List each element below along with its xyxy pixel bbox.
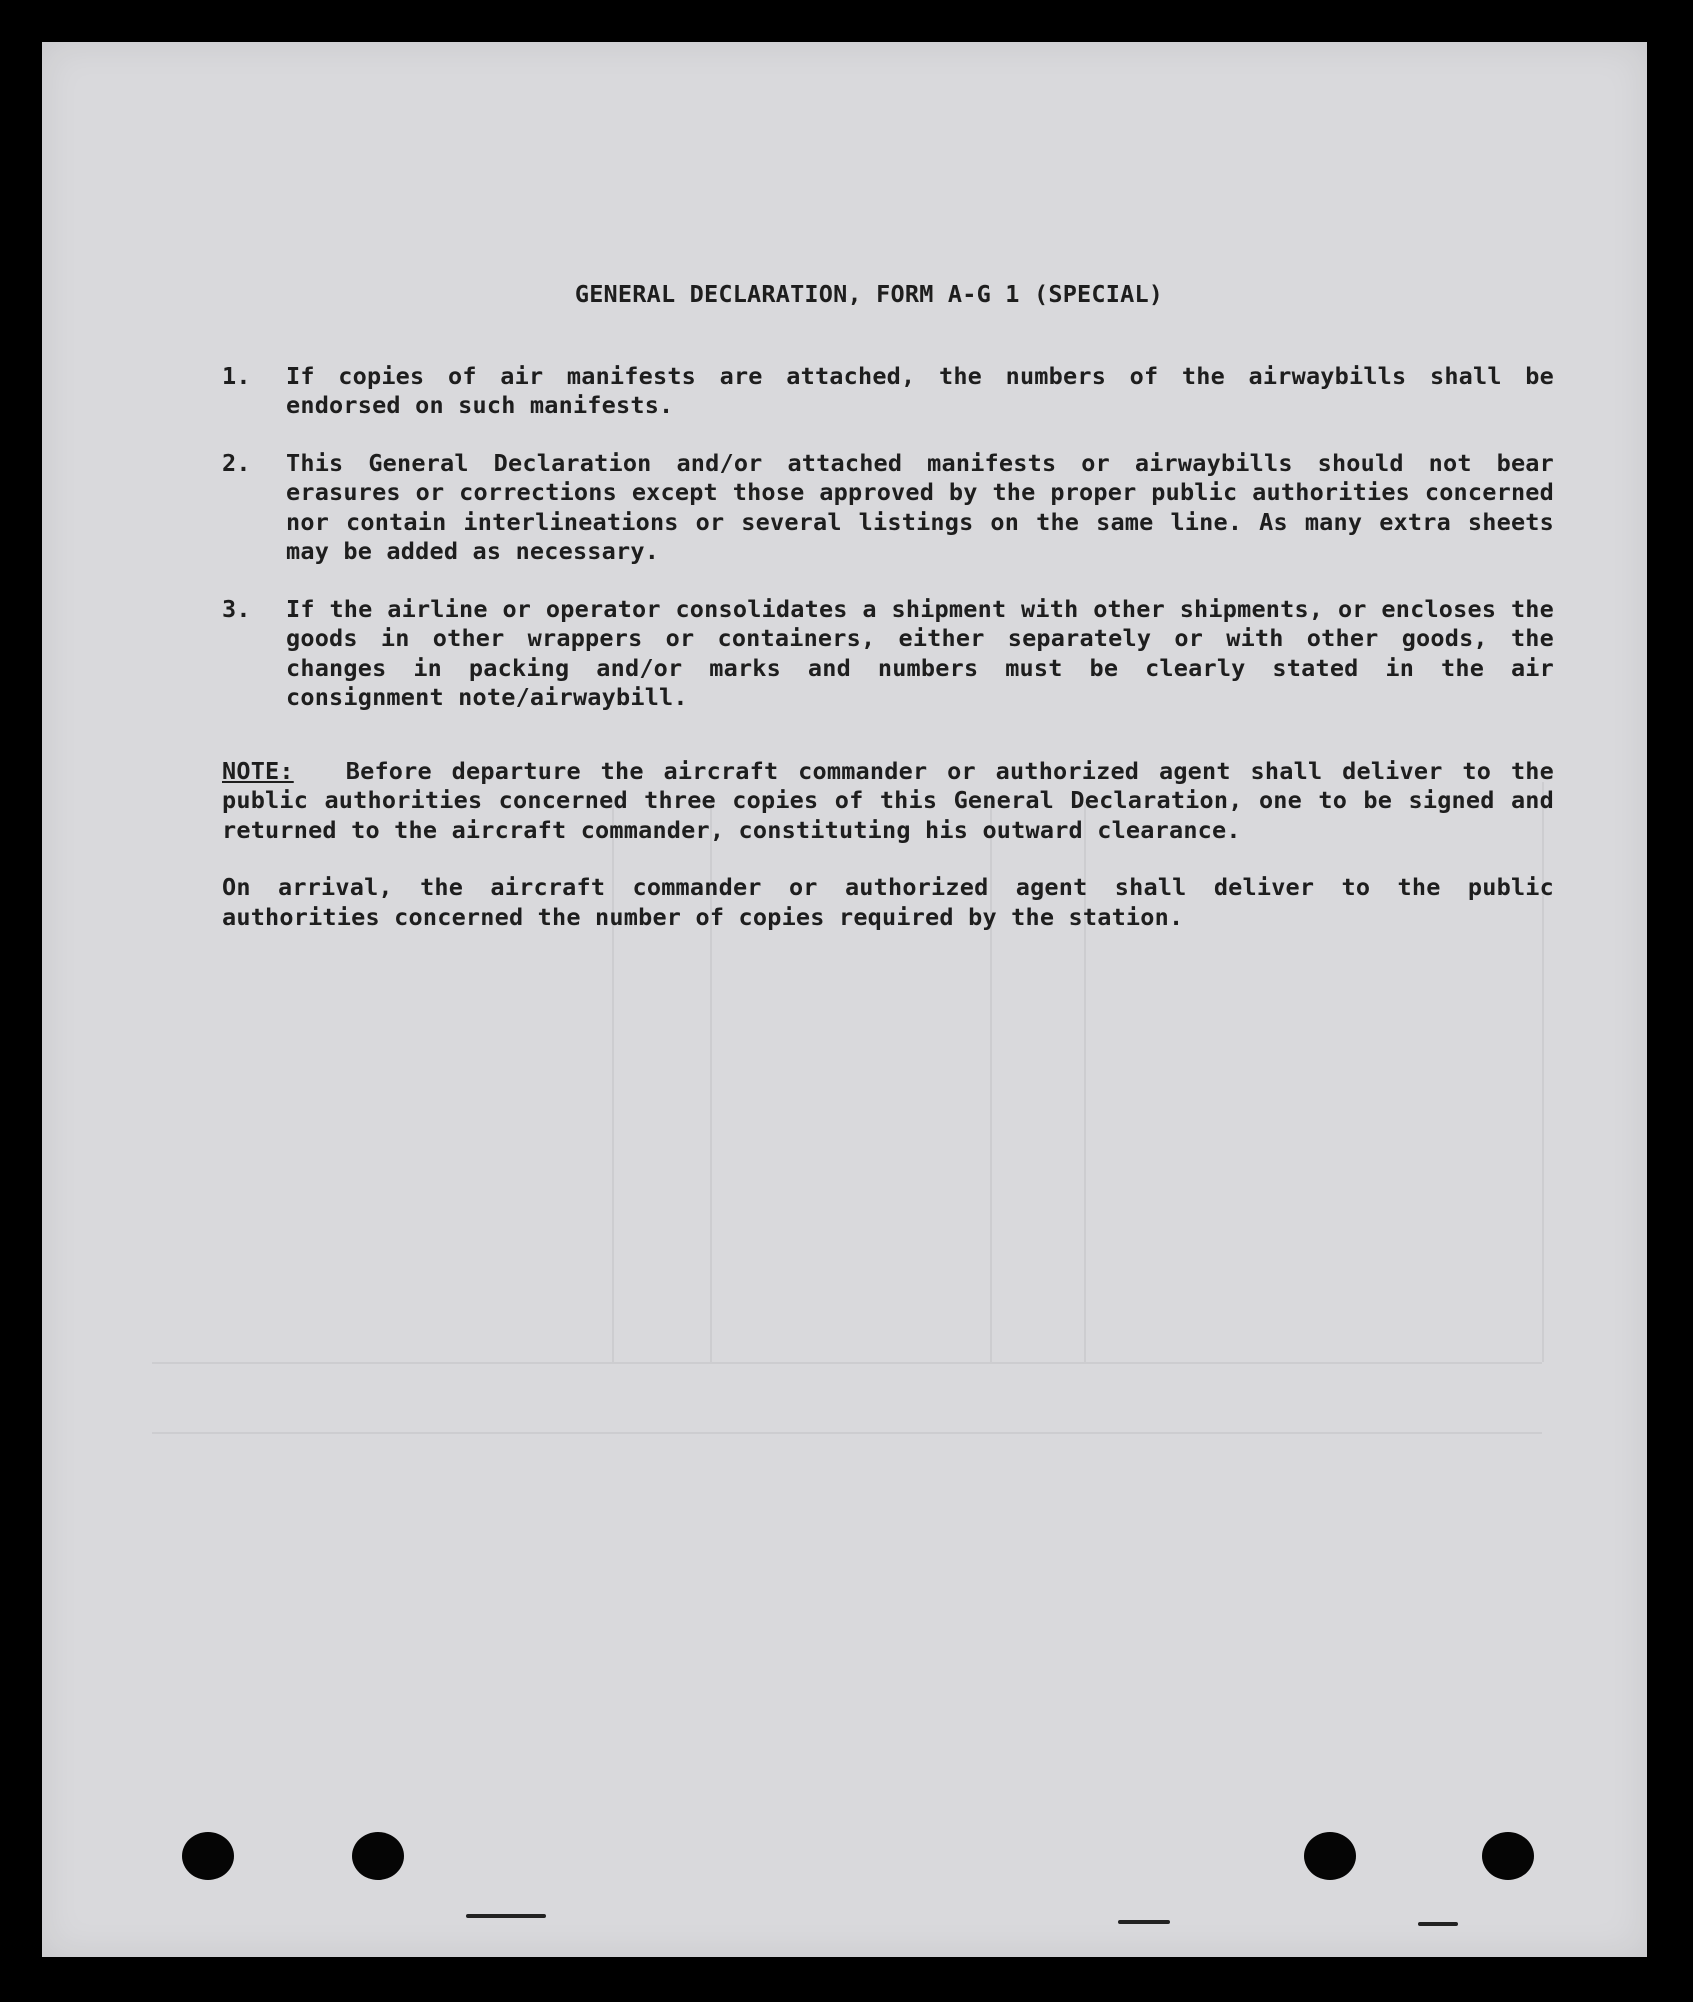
note-paragraph: [222, 757, 1554, 846]
arrival-paragraph: On arrival, the aircraft commander or authorized agent shall deliver to the public authorities concerned the number of copies required by the station.: [222, 873, 1554, 931]
list-item: [184, 449, 1554, 567]
document-page: [42, 42, 1647, 1957]
declaration-text: [184, 280, 1554, 932]
item-text: If copies of air manifests are attached, the numbers of the airwaybills shall be endorsed on such manifests.: [286, 361, 1554, 419]
paper-speck: [466, 1914, 546, 1918]
paper-speck: [1418, 1922, 1458, 1926]
paper-speck: [1118, 1920, 1170, 1924]
show-through-line: [152, 1362, 1542, 1364]
punch-hole: [352, 1832, 404, 1880]
list-item: [184, 595, 1554, 713]
item-text: If the airline or operator consolidates a shipment with other shipments, or encloses the goods in other wrappers or containers, either separately or with other goods, the changes in packing and/or marks and numbers must be clearly stated in the air consignment note/airwaybill.: [286, 594, 1554, 711]
list-item: [184, 362, 1554, 421]
note-text: Before departure the aircraft commander or authorized agent shall deliver to the public authorities concerned three copies of this General Declaration, one to be signed and returned to the aircraft commander, constituting his outward clearance.: [222, 756, 1554, 844]
punch-hole: [1304, 1832, 1356, 1880]
item-text: This General Declaration and/or attached manifests or airwaybills should not bear erasures or corrections except those approved by the proper public authorities concerned nor contain interlineations or several listings on the same line. As many extra sheets may be added as necessary.: [286, 448, 1554, 565]
item-number: 3.: [222, 594, 251, 623]
note-label: NOTE:: [222, 756, 294, 785]
punch-hole: [1482, 1832, 1534, 1880]
item-number: 1.: [222, 361, 251, 390]
show-through-line: [152, 1432, 1542, 1434]
punch-hole: [182, 1832, 234, 1880]
document-title: GENERAL DECLARATION, FORM A-G 1 (SPECIAL): [574, 280, 1164, 308]
item-number: 2.: [222, 448, 251, 477]
